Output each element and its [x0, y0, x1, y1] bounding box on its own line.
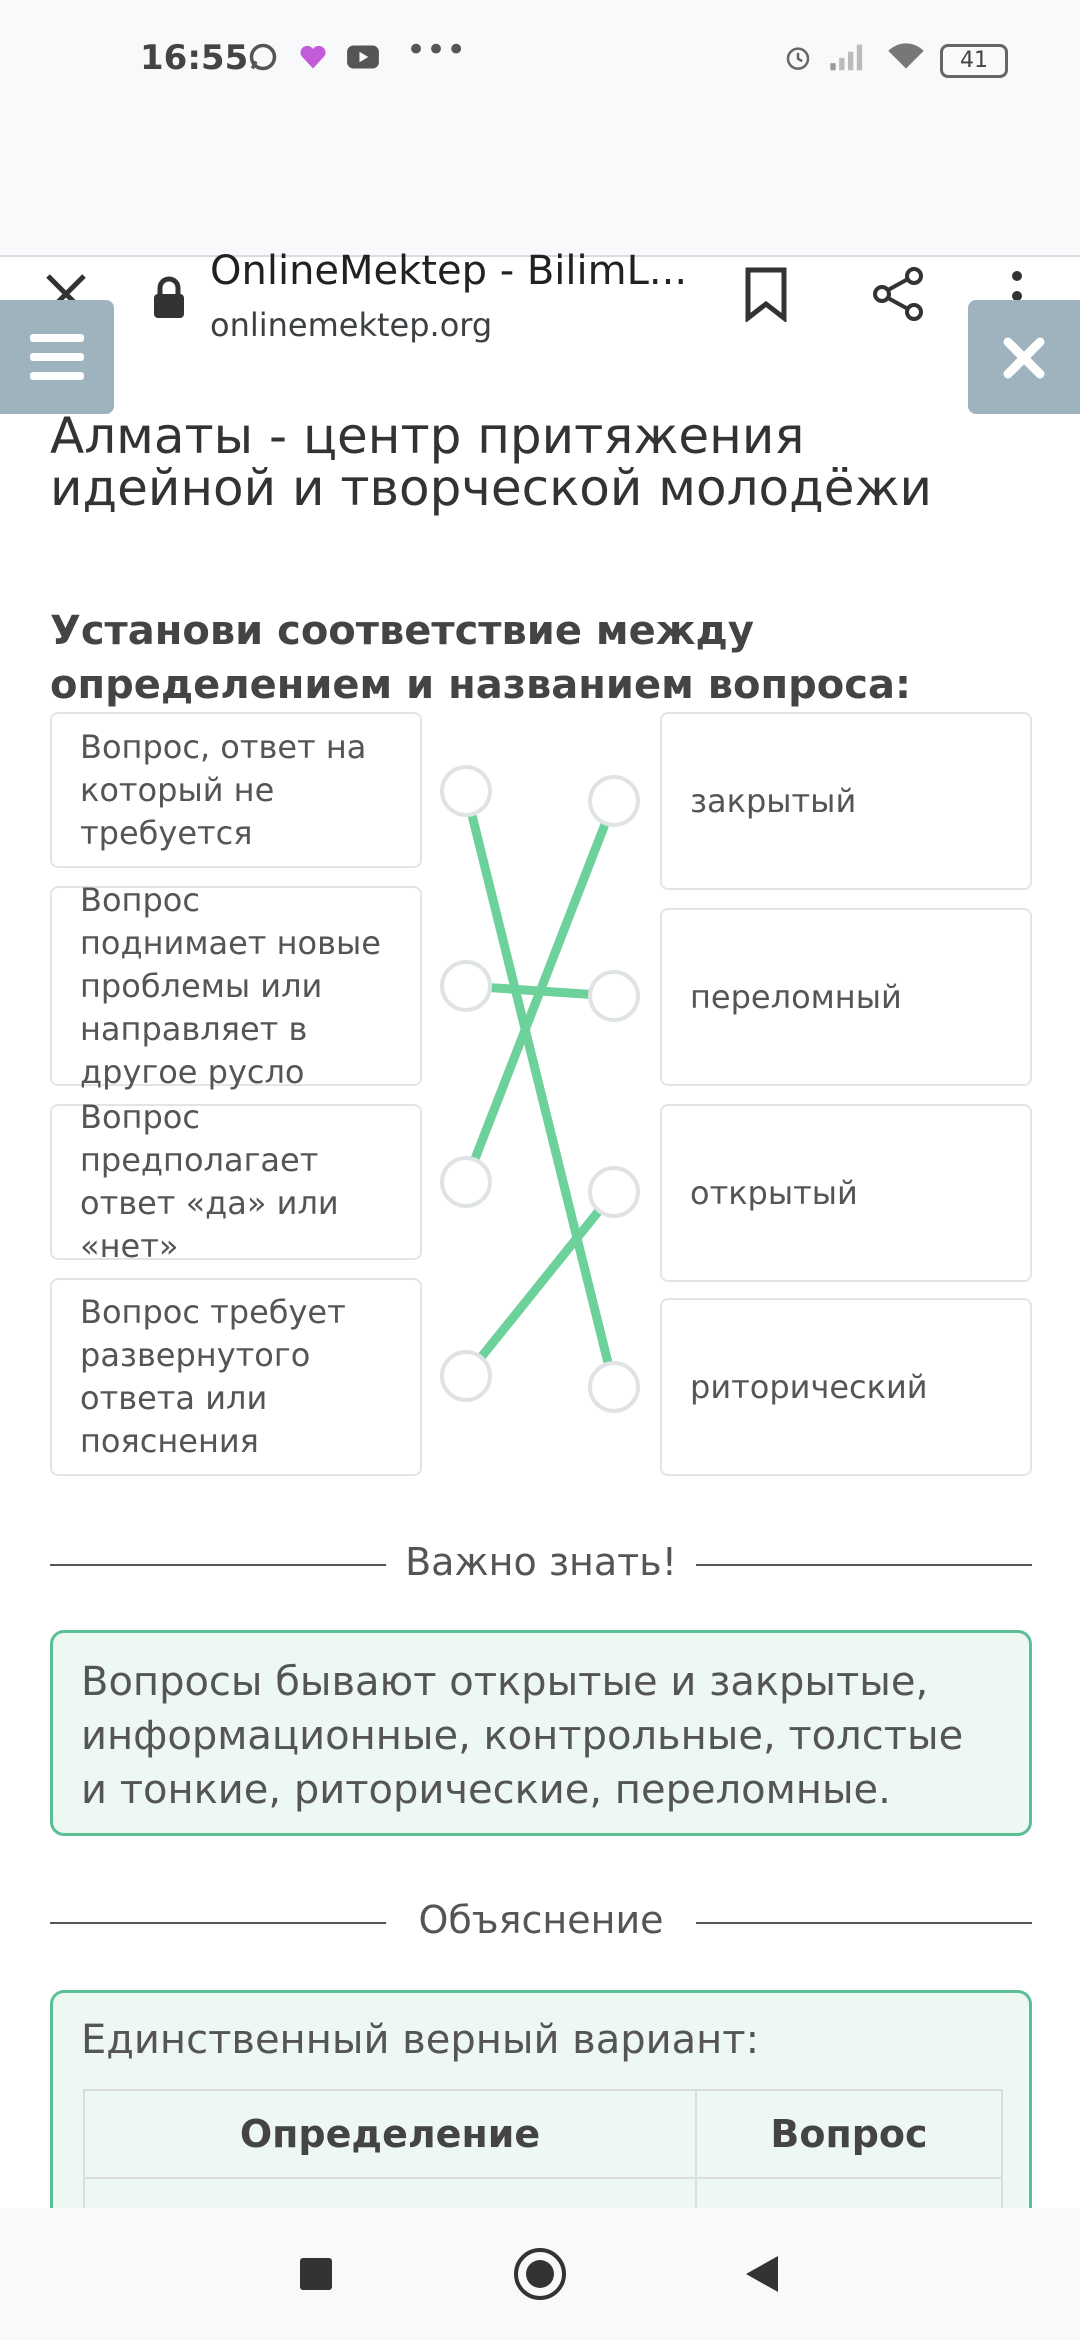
lesson-title: Алматы - центр притяжения идейной и творческой молодёжи — [50, 407, 933, 517]
explanation-intro: Единственный верный вариант: — [81, 2017, 760, 2063]
answer-text: риторический — [690, 1367, 928, 1406]
important-text: Вопросы бывают открытые и закрытые, информационные, контрольные, толстые и тонкие, риторические, переломные. — [81, 1659, 964, 1813]
right-connector-dot[interactable] — [588, 970, 640, 1022]
definition-text: Вопрос поднимает новые проблемы или направляет в другое русло — [80, 880, 381, 1091]
column-header-definition: Определение — [84, 2090, 696, 2178]
column-header-question: Вопрос — [696, 2090, 1002, 2178]
status-time: 16:55 — [140, 38, 249, 78]
browser-url[interactable]: onlinemektep.org — [210, 306, 493, 344]
back-icon[interactable] — [744, 2254, 780, 2294]
right-connector-dot[interactable] — [588, 1166, 640, 1218]
match-line — [466, 791, 614, 1387]
explanation-box — [50, 1990, 1032, 2230]
divider-line — [696, 1564, 1032, 1566]
divider-line — [50, 1564, 386, 1566]
recent-apps-icon[interactable] — [300, 2258, 332, 2290]
browser-page-title[interactable]: OnlineMektep - BilimL... — [210, 248, 688, 294]
important-label: Важно знать! — [405, 1540, 677, 1584]
left-connector-dot[interactable] — [440, 1350, 492, 1402]
answer-text: открытый — [690, 1173, 858, 1212]
home-icon[interactable] — [514, 2248, 566, 2300]
left-connector-dot[interactable] — [440, 765, 492, 817]
divider-line — [696, 1922, 1032, 1924]
left-connector-dot[interactable] — [440, 1156, 492, 1208]
question-text: Установи соответствие между определением и названием вопроса: — [50, 608, 911, 708]
answer-text: закрытый — [690, 781, 857, 820]
divider-line — [50, 1922, 386, 1924]
right-connector-dot[interactable] — [588, 1361, 640, 1413]
important-box — [50, 1630, 1032, 1836]
left-connector-dot[interactable] — [440, 960, 492, 1012]
explanation-label: Объяснение — [418, 1898, 664, 1942]
definition-text: Вопрос, ответ на который не требуется — [80, 727, 367, 852]
system-nav-bar — [0, 2208, 1080, 2340]
definition-text: Вопрос требует развернутого ответа или пояснения — [80, 1293, 346, 1460]
battery-level: 41 — [960, 48, 988, 73]
definition-text: Вопрос предполагает ответ «да» или «нет» — [80, 1098, 339, 1265]
answer-text: переломный — [690, 977, 902, 1016]
right-connector-dot[interactable] — [588, 775, 640, 827]
more-notifications-icon: ••• — [406, 30, 467, 70]
